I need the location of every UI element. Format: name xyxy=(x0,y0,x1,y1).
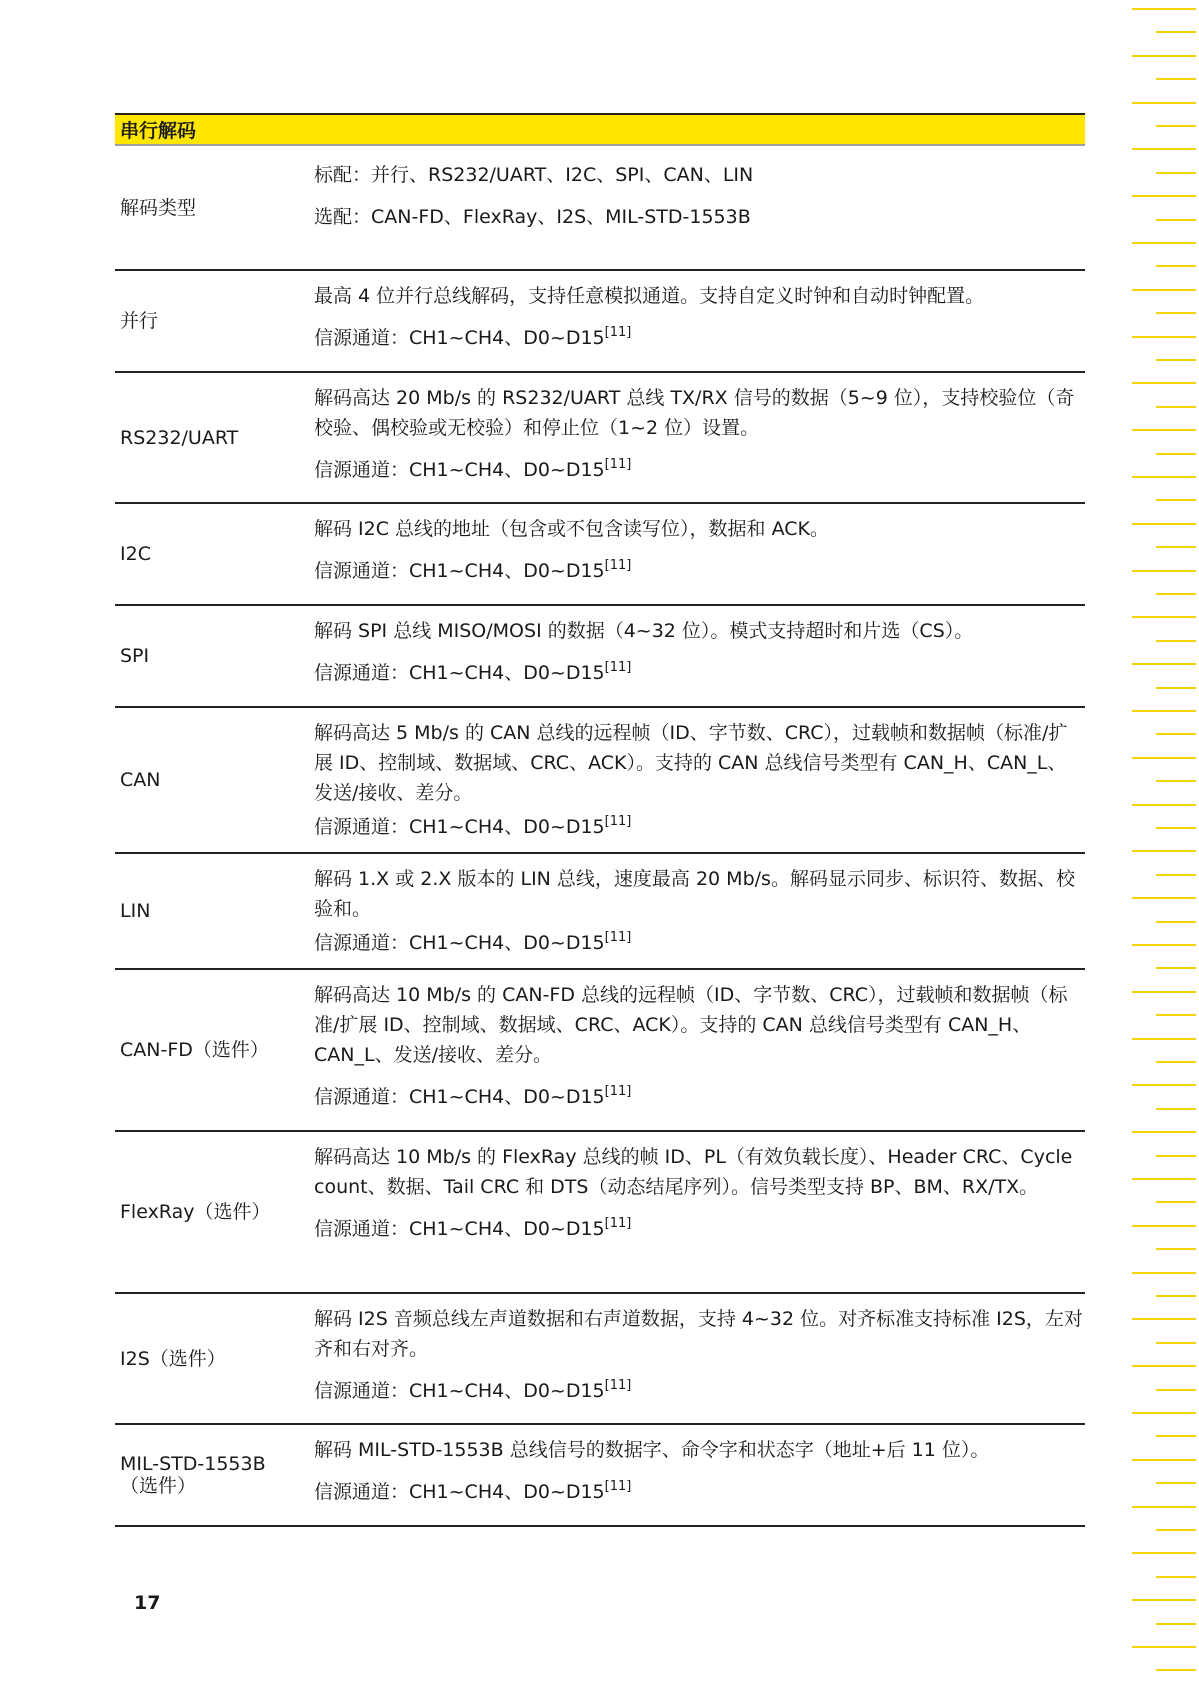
row-label: LIN xyxy=(120,900,151,922)
row-description: 解码高达 10 Mb/s 的 FlexRay 总线的帧 ID、PL（有效负载长度）、Header CRC、Cycle count、数据、Tail CRC 和 DTS（动态结尾序列）。信号类型支持 BP、BM、RX/TX。 xyxy=(314,1146,1073,1198)
decorative-dash xyxy=(1132,336,1196,338)
row-description: 解码 MIL-STD-1553B 总线信号的数据字、命令字和状态字（地址+后 11 位）。 xyxy=(314,1439,990,1461)
decorative-dash xyxy=(1156,265,1196,267)
spec-row-flexray xyxy=(115,1132,1085,1294)
row-source-channels xyxy=(314,455,1085,485)
row-body xyxy=(314,146,1085,269)
decorative-dash xyxy=(1132,944,1196,946)
decorative-dash xyxy=(1156,1201,1196,1203)
decorative-dash xyxy=(1132,1646,1196,1648)
row-body xyxy=(314,504,1085,604)
source-channels-text: 信源通道：CH1~CH4、D0~D15 xyxy=(314,932,605,954)
row-label: SPI xyxy=(120,645,150,667)
row-body xyxy=(314,271,1085,371)
row-description: 解码高达 5 Mb/s 的 CAN 总线的远程帧（ID、字节数、CRC），过载帧和数据帧（标准/扩展 ID、控制域、数据域、CRC、ACK）。支持的 CAN 总线信号类型有 CAN_H、CAN_L、发送/接收、差分。 xyxy=(314,722,1068,804)
decorative-dash xyxy=(1156,1623,1196,1625)
decorative-dash xyxy=(1156,1248,1196,1250)
decorative-dash xyxy=(1132,476,1196,478)
row-label: 解码类型 xyxy=(120,196,197,219)
row-source-channels xyxy=(314,1214,1085,1244)
decorative-dash xyxy=(1156,967,1196,969)
decorative-dash xyxy=(1132,1131,1196,1133)
row-source-channels xyxy=(314,812,1085,842)
decorative-dash xyxy=(1132,1552,1196,1554)
page-number: 17 xyxy=(134,1592,161,1614)
spec-row-i2s xyxy=(115,1294,1085,1425)
decorative-dash xyxy=(1132,195,1196,197)
decorative-dash xyxy=(1132,663,1196,665)
footnote-ref: [11] xyxy=(604,1479,632,1494)
row-label: CAN-FD（选件） xyxy=(120,1039,269,1061)
decorative-dash xyxy=(1156,733,1196,735)
decorative-dash xyxy=(1132,570,1196,572)
section-title: 串行解码 xyxy=(120,120,197,142)
row-source-channels xyxy=(314,928,1085,958)
row-label: CAN xyxy=(120,769,161,791)
row-label: MIL-STD-1553B （选件） xyxy=(120,1453,266,1497)
row-source-channels xyxy=(314,658,1085,688)
decorative-dash xyxy=(1156,546,1196,548)
source-channels-text: 信源通道：CH1~CH4、D0~D15 xyxy=(314,1086,605,1108)
source-channels-text: 信源通道：CH1~CH4、D0~D15 xyxy=(314,560,605,582)
spec-row-decode-types xyxy=(115,146,1085,271)
decorative-dash xyxy=(1156,1529,1196,1531)
spec-row-can xyxy=(115,708,1085,854)
row-source-channels xyxy=(314,323,1085,353)
decorative-dash xyxy=(1132,1084,1196,1086)
footnote-ref: [11] xyxy=(604,660,632,675)
decorative-dash xyxy=(1156,1576,1196,1578)
decorative-dash xyxy=(1132,1225,1196,1227)
row-source-channels xyxy=(314,556,1085,586)
source-channels-text: 信源通道：CH1~CH4、D0~D15 xyxy=(314,1481,605,1503)
decorative-dash xyxy=(1156,827,1196,829)
row-label: FlexRay（选件） xyxy=(120,1201,271,1223)
footnote-ref: [11] xyxy=(604,1084,632,1099)
decorative-dash xyxy=(1156,219,1196,221)
source-channels-text: 信源通道：CH1~CH4、D0~D15 xyxy=(314,816,605,838)
decorative-dash xyxy=(1132,1178,1196,1180)
decorative-dash xyxy=(1132,616,1196,618)
footnote-ref: [11] xyxy=(604,814,632,829)
row-body xyxy=(314,854,1085,968)
decorative-dash xyxy=(1156,1669,1196,1671)
decorative-dash xyxy=(1132,242,1196,244)
spec-row-parallel xyxy=(115,271,1085,373)
row-description: 解码 I2S 音频总线左声道数据和右声道数据，支持 4~32 位。对齐标准支持标准 I2S，左对齐和右对齐。 xyxy=(314,1308,1083,1360)
footnote-ref: [11] xyxy=(604,325,632,340)
decorative-dash xyxy=(1132,850,1196,852)
row-description: 解码 SPI 总线 MISO/MOSI 的数据（4~32 位）。模式支持超时和片选（CS）。 xyxy=(314,620,974,642)
decorative-dash xyxy=(1156,1295,1196,1297)
decorative-dash xyxy=(1156,1014,1196,1016)
decorative-dash xyxy=(1156,1389,1196,1391)
decorative-dash xyxy=(1156,406,1196,408)
footnote-ref: [11] xyxy=(604,1216,632,1231)
decorative-dash xyxy=(1156,1342,1196,1344)
decorative-dash xyxy=(1156,359,1196,361)
decorative-dash xyxy=(1132,1412,1196,1414)
decorative-dash xyxy=(1132,8,1196,10)
decorative-dash xyxy=(1132,102,1196,104)
decorative-dash xyxy=(1156,687,1196,689)
decorative-dash xyxy=(1132,710,1196,712)
row-description: 解码高达 20 Mb/s 的 RS232/UART 总线 TX/RX 信号的数据（5~9 位），支持校验位（奇校验、偶校验或无校验）和停止位（1~2 位）设置。 xyxy=(314,387,1075,439)
decorative-dash xyxy=(1132,1599,1196,1601)
row-source-channels xyxy=(314,1477,1085,1507)
row-body xyxy=(314,708,1085,852)
standard-options: 标配：并行、RS232/UART、I2C、SPI、CAN、LIN xyxy=(314,164,754,186)
optional-options: 选配：CAN-FD、FlexRay、I2S、MIL-STD-1553B xyxy=(314,206,751,228)
decorative-dash xyxy=(1156,1435,1196,1437)
spec-row-mil-std-1553b xyxy=(115,1425,1085,1527)
decorative-dash xyxy=(1156,78,1196,80)
footnote-ref: [11] xyxy=(604,457,632,472)
row-label: I2C xyxy=(120,543,151,565)
footnote-ref: [11] xyxy=(604,558,632,573)
row-description: 最高 4 位并行总线解码，支持任意模拟通道。支持自定义时钟和自动时钟配置。 xyxy=(314,285,985,307)
row-body xyxy=(314,373,1085,502)
decorative-dash xyxy=(1132,429,1196,431)
serial-decode-spec-table xyxy=(115,113,1085,1527)
row-label: 并行 xyxy=(120,310,159,332)
source-channels-text: 信源通道：CH1~CH4、D0~D15 xyxy=(314,1380,605,1402)
decorative-dash xyxy=(1156,172,1196,174)
row-body xyxy=(314,1294,1085,1423)
decorative-dash xyxy=(1156,640,1196,642)
decorative-dash xyxy=(1132,382,1196,384)
row-body xyxy=(314,1425,1085,1525)
decorative-dash xyxy=(1132,1038,1196,1040)
row-label: I2S（选件） xyxy=(120,1347,226,1370)
row-body xyxy=(314,606,1085,706)
spec-row-rs232-uart xyxy=(115,373,1085,504)
decorative-dash xyxy=(1132,1365,1196,1367)
row-label: RS232/UART xyxy=(120,426,239,449)
decorative-dash xyxy=(1132,55,1196,57)
decorative-dash xyxy=(1156,499,1196,501)
spec-row-spi xyxy=(115,606,1085,708)
decorative-dash xyxy=(1132,1506,1196,1508)
decorative-dash xyxy=(1156,1061,1196,1063)
decorative-dash xyxy=(1156,31,1196,33)
decorative-dash xyxy=(1132,991,1196,993)
section-header xyxy=(115,113,1085,146)
decorative-dash xyxy=(1132,804,1196,806)
row-source-channels xyxy=(314,1376,1085,1406)
decorative-dash xyxy=(1156,1155,1196,1157)
decorative-dash xyxy=(1132,148,1196,150)
decorative-dash xyxy=(1156,125,1196,127)
spec-row-lin xyxy=(115,854,1085,970)
decorative-dash xyxy=(1132,757,1196,759)
footnote-ref: [11] xyxy=(604,1378,632,1393)
decorative-dash xyxy=(1132,523,1196,525)
decorative-dash xyxy=(1156,453,1196,455)
decorative-dash xyxy=(1156,921,1196,923)
spec-row-i2c xyxy=(115,504,1085,606)
source-channels-text: 信源通道：CH1~CH4、D0~D15 xyxy=(314,327,605,349)
decorative-dash xyxy=(1156,1482,1196,1484)
row-source-channels xyxy=(314,1082,1085,1112)
decorative-dash xyxy=(1132,1459,1196,1461)
row-body xyxy=(314,1132,1085,1292)
row-description: 解码高达 10 Mb/s 的 CAN-FD 总线的远程帧（ID、字节数、CRC），过载帧和数据帧（标准/扩展 ID、控制域、数据域、CRC、ACK）。支持的 CAN 总线信号类型有 CAN_H、CAN_L、发送/接收、差分。 xyxy=(314,984,1068,1066)
decorative-dash xyxy=(1132,897,1196,899)
decorative-dash xyxy=(1156,1108,1196,1110)
source-channels-text: 信源通道：CH1~CH4、D0~D15 xyxy=(314,662,605,684)
source-channels-text: 信源通道：CH1~CH4、D0~D15 xyxy=(314,1218,605,1240)
side-decoration xyxy=(1130,0,1199,1696)
decorative-dash xyxy=(1156,312,1196,314)
row-description: 解码 1.X 或 2.X 版本的 LIN 总线，速度最高 20 Mb/s。解码显示同步、标识符、数据、校验和。 xyxy=(314,868,1075,920)
row-body xyxy=(314,970,1085,1130)
decorative-dash xyxy=(1156,874,1196,876)
row-description: 解码 I2C 总线的地址（包含或不包含读写位），数据和 ACK。 xyxy=(314,518,829,540)
decorative-dash xyxy=(1156,780,1196,782)
decorative-dash xyxy=(1132,289,1196,291)
footnote-ref: [11] xyxy=(604,930,632,945)
spec-row-can-fd xyxy=(115,970,1085,1132)
source-channels-text: 信源通道：CH1~CH4、D0~D15 xyxy=(314,459,605,481)
decorative-dash xyxy=(1132,1272,1196,1274)
decorative-dash xyxy=(1132,1318,1196,1320)
decorative-dash xyxy=(1156,593,1196,595)
